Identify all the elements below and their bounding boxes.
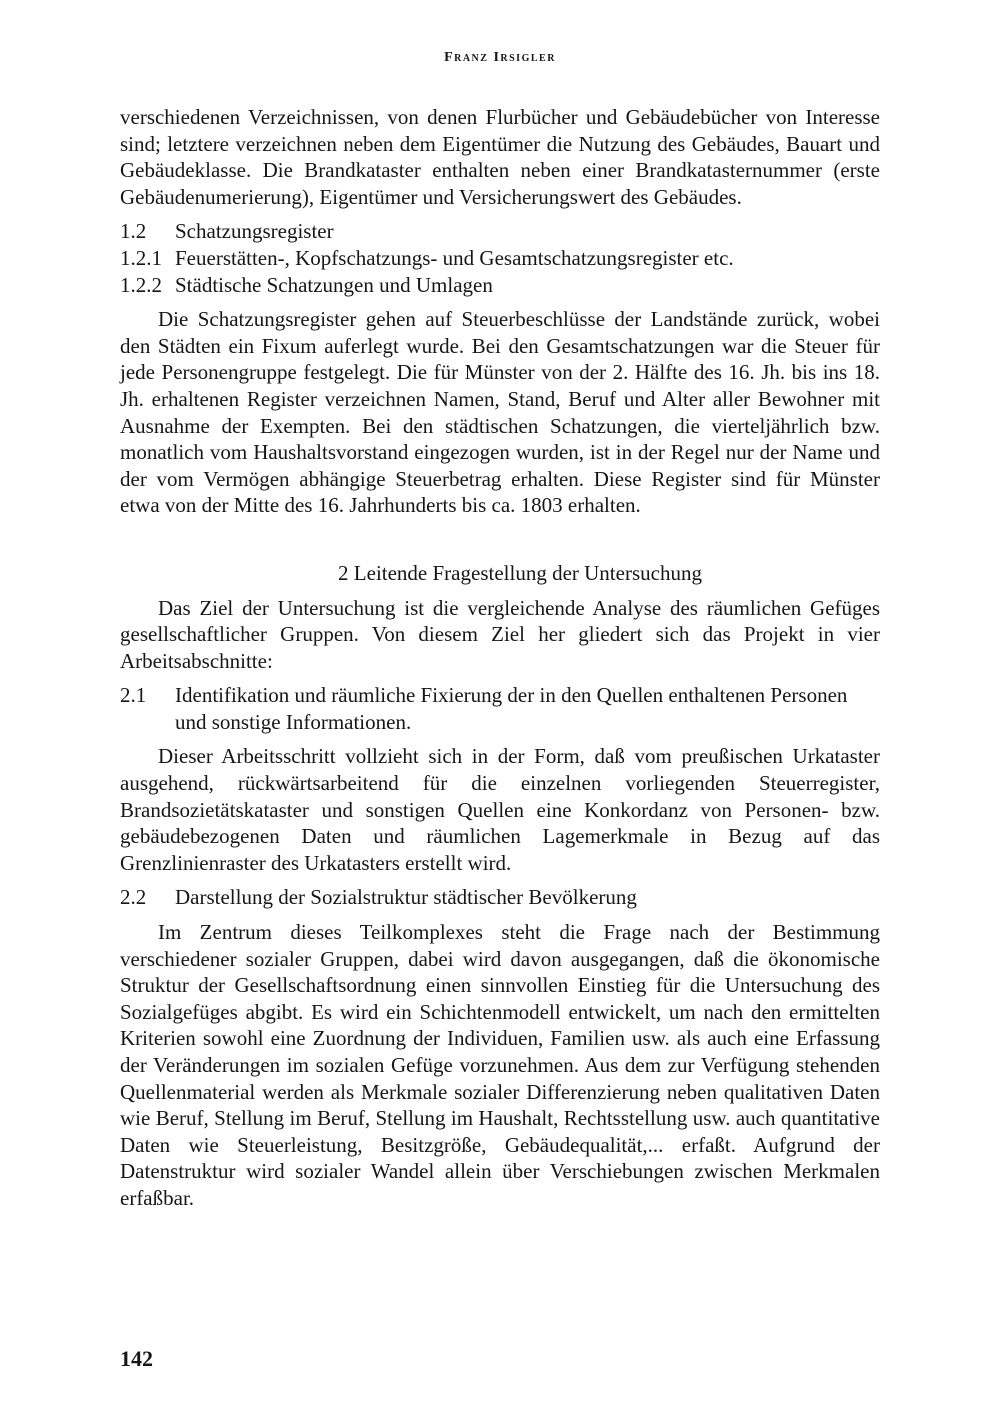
section-number: 1.2 bbox=[120, 219, 147, 244]
subsection-2-1 bbox=[120, 682, 880, 735]
paragraph-arbeitsschritt: Dieser Arbeitsschritt vollzieht sich in der Form, daß vom preußischen Urkataster ausgehend, rückwärtsarbeitend für die einzelnen vorliegenden Steuerregister, Brandsozietätskataster und sonstigen Quellen eine Konkordanz von Personen- bzw. gebäudebezogenen Daten und räumlichen Lagemerkmale in Bezug auf das Grenzlinienraster des Urkatasters erstellt wird. bbox=[120, 744, 880, 875]
subsection-2-2 bbox=[120, 884, 880, 911]
subsection-number: 2.2 bbox=[120, 885, 147, 910]
subsection-number: 2.1 bbox=[120, 683, 147, 708]
paragraph-zentrum: Im Zentrum dieses Teilkomplexes steht die Frage nach der Bestimmung verschiedener sozialer Gruppen, dabei wird davon ausgegangen, daß die ökonomische Struktur der Gesellschaftsordnung einen sinnvollen Einstieg für die Untersuchung des Sozialgefüges abgibt. Es wird ein Schichtenmodell entwickelt, um nach den ermittelten Kriterien sowohl eine Zuordnung der Individuen, Familien usw. als auch eine Erfassung der Veränderungen im sozialen Gefüge vorzunehmen. Aus dem zur Verfügung stehenden Quellenmaterial werden als Merkmale sozialer Differenzierung neben qualitativen Daten wie Beruf, Stellung im Beruf, Stellung im Haushalt, Rechtsstellung usw. auch quantitative Daten wie Steuerleistung, Besitzgröße, Gebäudequalität,... erfaßt. Aufgrund der Datenstruktur wird sozialer Wandel allein über Verschiebungen zwischen Merkmalen erfaßbar. bbox=[120, 920, 880, 1210]
paragraph-schatzungsregister: Die Schatzungsregister gehen auf Steuerbeschlüsse der Landstände zurück, wobei den Städten ein Fixum auferlegt wurde. Bei den Gesamtschatzungen war die Steuer für jede Personengruppe festgelegt. Die für Münster von der 2. Hälfte des 16. Jh. bis ins 18. Jh. erhaltenen Register verzeichnen Namen, Stand, Beruf und Alter aller Bewohner mit Ausnahme der Exempten. Bei den städtischen Schatzungen, die vierteljährlich bzw. monatlich vom Haushaltsvorstand eingezogen wurden, ist in der Regel nur der Name und der vom Vermögen abhängige Steuerbetrag erhalten. Diese Register sind für Münster etwa von der Mitte des 16. Jahrhunderts bis ca. 1803 erhalten. bbox=[120, 307, 880, 518]
subsection-title: Identifikation und räumliche Fixierung der in den Quellen enthaltenen Personen und sonstige Informationen. bbox=[175, 683, 848, 734]
section-title: Feuerstätten-, Kopfschatzungs- und Gesamtschatzungsregister etc. bbox=[175, 245, 734, 270]
paragraph-ziel: Das Ziel der Untersuchung ist die vergleichende Analyse des räumlichen Gefüges gesellschaftlicher Gruppen. Von diesem Ziel her gliedert sich das Projekt in vier Arbeitsabschnitte: bbox=[120, 595, 880, 673]
section-number: 1.2.2 bbox=[120, 272, 162, 297]
page-body bbox=[120, 104, 880, 1212]
section-heading-2: 2 Leitende Fragestellung der Untersuchung bbox=[338, 560, 702, 585]
list-item-1-2-1 bbox=[120, 245, 880, 272]
section-list bbox=[120, 218, 880, 298]
page-number: 142 bbox=[120, 1346, 153, 1371]
running-head: Franz Irsigler bbox=[444, 50, 556, 65]
section-title: Städtische Schatzungen und Umlagen bbox=[175, 272, 493, 297]
section-number: 1.2.1 bbox=[120, 245, 162, 270]
list-item-1-2 bbox=[120, 218, 880, 245]
subsection-title: Darstellung der Sozialstruktur städtischer Bevölkerung bbox=[175, 885, 637, 910]
list-item-1-2-2 bbox=[120, 272, 880, 299]
paragraph-intro: verschiedenen Verzeichnissen, von denen Flurbücher und Gebäudebücher von Interesse sind; letztere verzeichnen neben dem Eigentümer die Nutzung des Gebäudes, Bauart und Gebäudeklasse. Die Brandkataster enthalten neben einer Brandkatasternummer (erste Gebäudenumerierung), Eigentümer und Versicherungswert des Gebäudes. bbox=[120, 105, 880, 209]
section-title: Schatzungsregister bbox=[175, 219, 334, 244]
